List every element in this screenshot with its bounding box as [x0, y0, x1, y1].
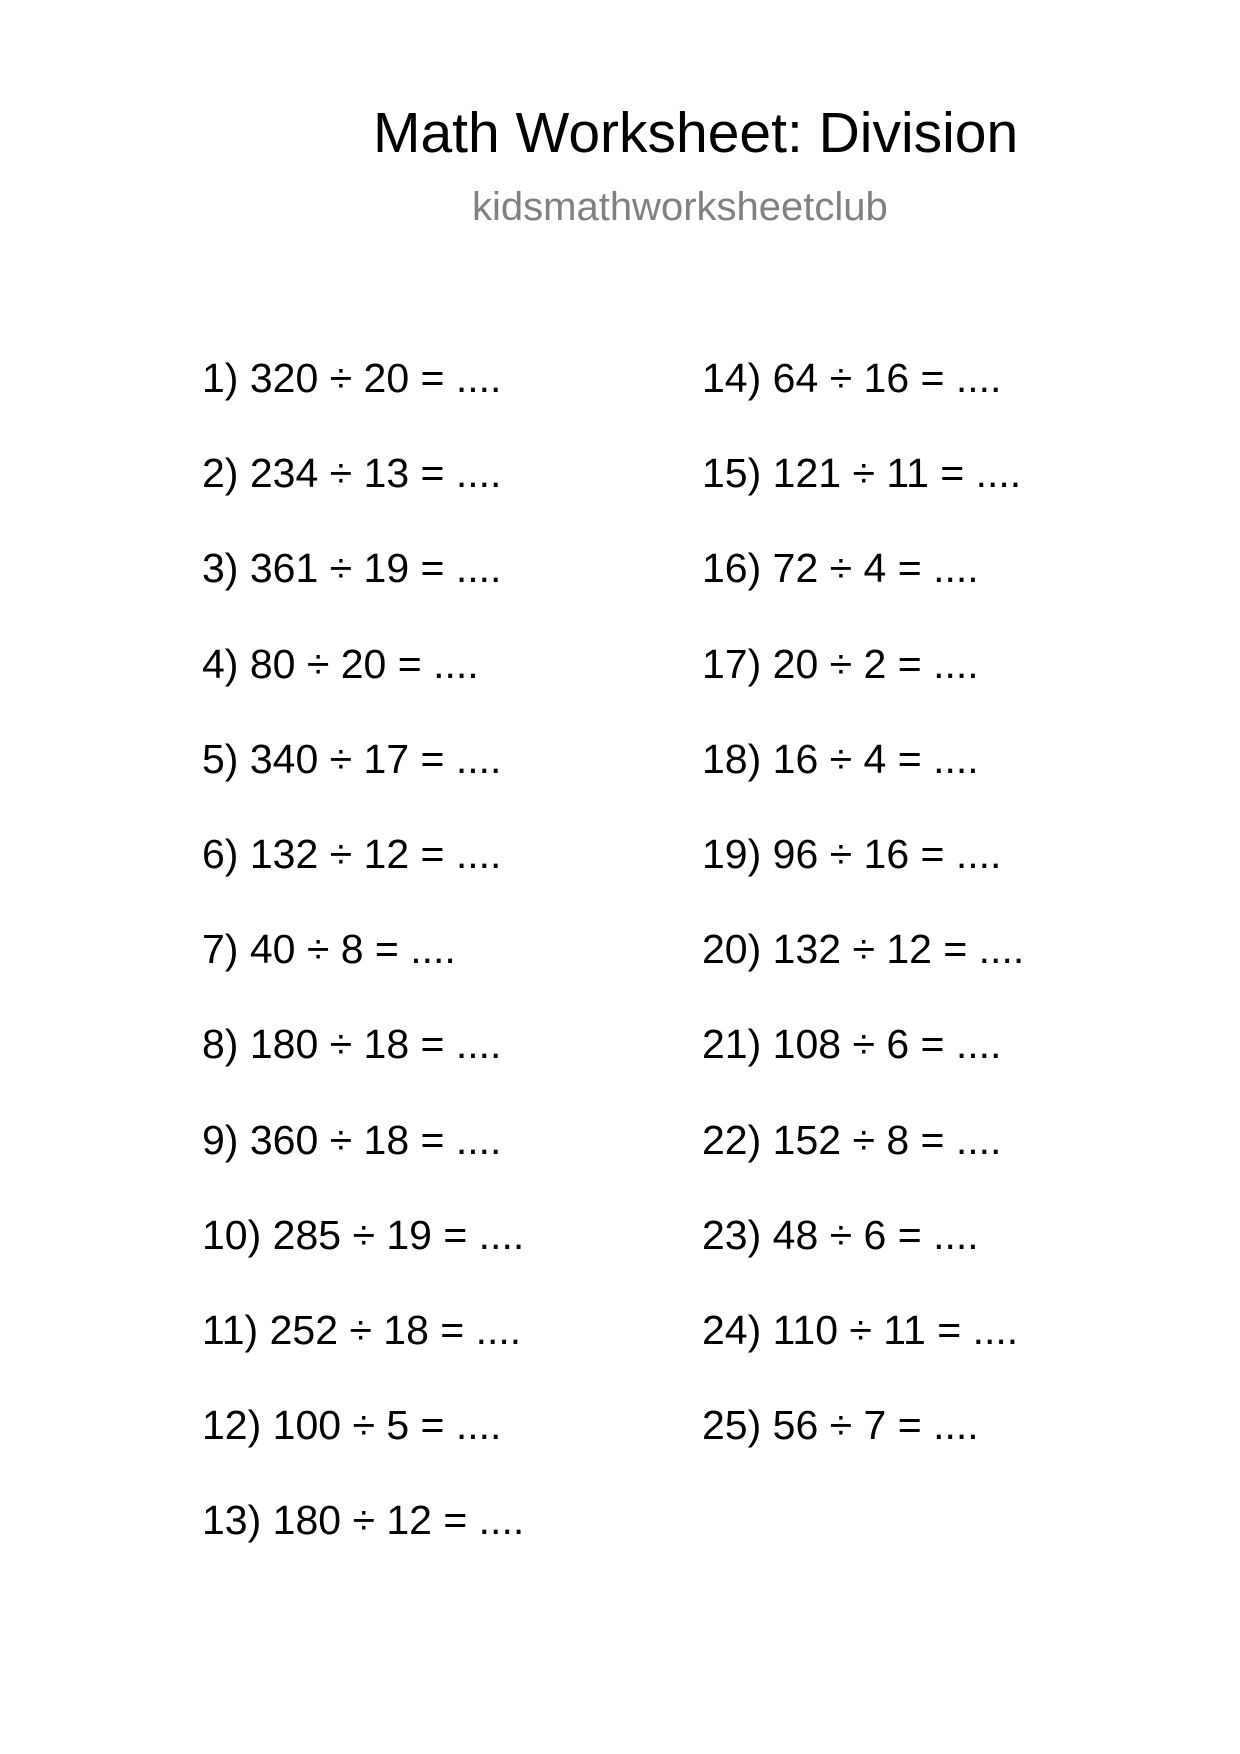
problem-item: 19) 96 ÷ 16 = .... — [702, 830, 1002, 877]
problem-item: 23) 48 ÷ 6 = .... — [702, 1211, 979, 1258]
problem-column-right — [702, 348, 1024, 1490]
problem-item: 24) 110 ÷ 11 = .... — [702, 1306, 1019, 1353]
problem-item: 25) 56 ÷ 7 = .... — [702, 1402, 979, 1449]
page-subtitle: kidsmathworksheetclub — [472, 185, 888, 229]
problem-item: 20) 132 ÷ 12 = .... — [702, 926, 1025, 973]
problem-item: 13) 180 ÷ 12 = .... — [202, 1497, 525, 1544]
problem-item: 3) 361 ÷ 19 = .... — [202, 545, 502, 592]
problem-column-left — [202, 348, 524, 1585]
problem-item: 4) 80 ÷ 20 = .... — [202, 640, 479, 687]
problem-item: 14) 64 ÷ 16 = .... — [702, 355, 1002, 401]
problem-item: 6) 132 ÷ 12 = .... — [202, 830, 502, 877]
problem-item: 22) 152 ÷ 8 = .... — [702, 1116, 1002, 1163]
problem-item: 11) 252 ÷ 18 = .... — [202, 1306, 522, 1353]
problem-item: 15) 121 ÷ 11 = .... — [702, 450, 1022, 497]
problem-item: 12) 100 ÷ 5 = .... — [202, 1402, 502, 1449]
problem-item: 21) 108 ÷ 6 = .... — [702, 1021, 1002, 1068]
problem-item: 18) 16 ÷ 4 = .... — [702, 735, 979, 782]
problem-item: 2) 234 ÷ 13 = .... — [202, 450, 502, 497]
problem-item: 7) 40 ÷ 8 = .... — [202, 926, 456, 973]
problem-item: 10) 285 ÷ 19 = .... — [202, 1211, 525, 1258]
problem-item: 5) 340 ÷ 17 = .... — [202, 735, 502, 782]
problem-item: 1) 320 ÷ 20 = .... — [202, 355, 502, 401]
problem-item: 16) 72 ÷ 4 = .... — [702, 545, 979, 592]
problem-item: 17) 20 ÷ 2 = .... — [702, 640, 979, 687]
problem-item: 8) 180 ÷ 18 = .... — [202, 1021, 502, 1068]
problem-item: 9) 360 ÷ 18 = .... — [202, 1116, 502, 1163]
page-title: Math Worksheet: Division — [373, 101, 1019, 165]
